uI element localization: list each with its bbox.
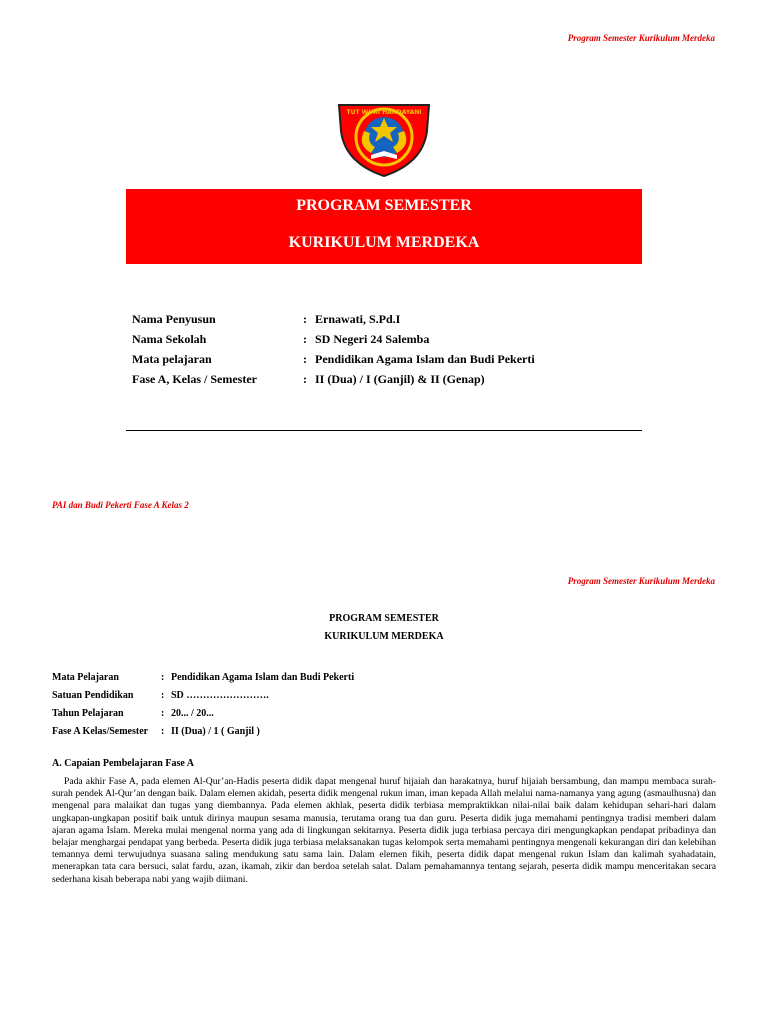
subject-info-label: Mata Pelajaran — [52, 672, 119, 683]
page2-title-line2: KURIKULUM MERDEKA — [324, 631, 444, 642]
identity-value: Ernawati, S.Pd.I — [315, 312, 401, 326]
identity-colon: : — [303, 312, 307, 326]
identity-colon: : — [303, 332, 307, 346]
identity-value: Pendidikan Agama Islam dan Budi Pekerti — [315, 352, 535, 366]
identity-label: Nama Sekolah — [132, 332, 207, 346]
identity-row — [132, 369, 632, 389]
identity-table — [132, 309, 632, 389]
subject-info-colon: : — [161, 726, 165, 737]
section-heading: A. Capaian Pembelajaran Fase A — [52, 758, 194, 769]
subject-info-colon: : — [161, 672, 165, 683]
page-header: Program Semester Kurikulum Merdeka — [567, 33, 715, 43]
identity-colon: : — [303, 372, 307, 386]
title-banner — [126, 189, 642, 264]
subject-info-label: Satuan Pendidikan — [52, 690, 134, 701]
logo-text: TUT WURI HANDAYANI — [346, 109, 422, 116]
subject-info-row — [52, 687, 552, 705]
identity-label: Nama Penyusun — [132, 312, 216, 326]
subject-info-table — [52, 669, 552, 741]
body-paragraph: Pada akhir Fase A, pada elemen Al-Qur’an-Hadis peserta didik dapat mengenal huruf hijaiah dan harakatnya, huruf hijaiah bersambung, dan mampu membaca surah-surah pendek Al-Qur’an dengan baik. Dalam elemen akidah, peserta didik mengenal rukun iman, iman kepada Allah melalui nama-namanya yang agung (asmaulhusna) dan mengenal para malaikat dan tugas yang diembannya. Pada elemen akhlak, peserta didik terbiasa mempraktikkan nilai-nilai baik dalam kehidupan sehari-hari dalam ungkapan-ungkapan positif baik untuk dirinya maupun sesama manusia, terutama orang tua dan guru. Peserta didik juga memahami pentingnya tradisi memberi dalam ajaran agama Islam. Mereka mulai mengenal norma yang ada di lingkungan sekitarnya. Peserta didik juga terbiasa percaya diri mengungkapkan pendapat pribadinya dan belajar menghargai pendapat yang berbeda. Peserta didik juga terbiasa melaksanakan tugas kelompok serta memahami pentingnya mengenali kekurangan diri dan kelebihan temannya demi terwujudnya suasana saling mendukung satu sama lain. Dalam elemen fikih, peserta didik dapat mengenal rukun Islam dan kalimah syahadatain, menerapkan tata cara bersuci, salat fardu, azan, ikamah, zikir dan berdoa setelah salat. Dalam pemahamannya tentang sejarah, peserta didik mampu menceritakan secara sederhana kisah beberapa nabi yang wajib diimani. — [52, 776, 716, 885]
subject-info-row — [52, 705, 552, 723]
subject-info-label: Tahun Pelajaran — [52, 708, 124, 719]
subject-info-row — [52, 669, 552, 687]
identity-value: II (Dua) / I (Ganjil) & II (Genap) — [315, 372, 485, 386]
subject-info-value: II (Dua) / 1 ( Ganjil ) — [171, 726, 260, 737]
identity-label: Fase A, Kelas / Semester — [132, 372, 257, 386]
identity-row — [132, 309, 632, 329]
identity-value: SD Negeri 24 Salemba — [315, 332, 430, 346]
tut-wuri-handayani-logo — [331, 101, 437, 178]
subject-info-value: 20... / 20... — [171, 708, 214, 719]
subject-info-colon: : — [161, 690, 165, 701]
subject-info-label: Fase A Kelas/Semester — [52, 726, 149, 737]
subject-info-row — [52, 723, 552, 741]
identity-row — [132, 329, 632, 349]
subject-info-colon: : — [161, 708, 165, 719]
banner-title-line2: KURIKULUM MERDEKA — [288, 234, 480, 251]
page-footer: PAI dan Budi Pekerti Fase A Kelas 2 — [52, 500, 189, 510]
banner-title-line1: PROGRAM SEMESTER — [296, 197, 472, 214]
divider-line — [126, 430, 642, 431]
identity-colon: : — [303, 352, 307, 366]
identity-label: Mata pelajaran — [132, 352, 212, 366]
page2-title-line1: PROGRAM SEMESTER — [329, 613, 439, 624]
page2-header: Program Semester Kurikulum Merdeka — [567, 576, 715, 586]
identity-row — [132, 349, 632, 369]
subject-info-value: SD ……………………. — [171, 690, 269, 701]
subject-info-value: Pendidikan Agama Islam dan Budi Pekerti — [171, 672, 355, 683]
